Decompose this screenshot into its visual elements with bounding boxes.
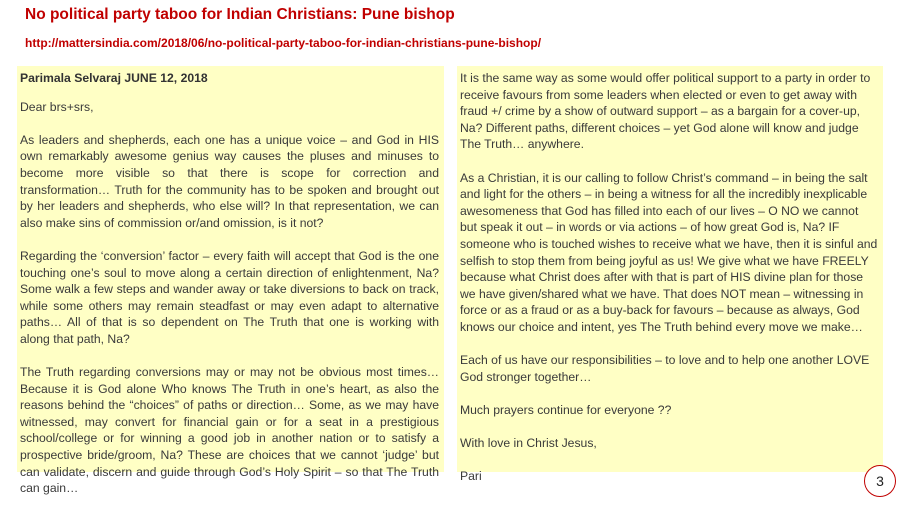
paragraph: Each of us have our responsibilities – to love and to help one another LOVE God stronger together…: [460, 353, 870, 384]
page-number: 3: [876, 473, 884, 489]
paragraph: With love in Christ Jesus,: [460, 436, 597, 451]
page-number-badge: [864, 465, 896, 497]
paragraph: Much prayers continue for everyone ??: [460, 402, 672, 417]
paragraph: The Truth regarding conversions may or may not be obvious most times… Because it is God alone Who knows The Truth in one’s heart, as also the reasons behind the “choices” of paths or direction… Some, as we may have witnessed, may convert for financial gain or for a seat in a prestigious school/college or for winning a good job in another nation or to satisfy a prospective bride/groom, Na? These are choices that we cannot ‘judge’ but can validate, discern and guide through God’s Holy Spirit – so that The Truth can gain…: [20, 365, 439, 496]
paragraph: Dear brs+srs,: [20, 99, 94, 114]
paragraph: As a Christian, it is our calling to follow Christ’s command – in being the salt and light for the others – in being a witness for all the incredibly inexplicable awesomeness that God has filled into each of our lives – O NO we cannot but speak it out – in words or via actions – of how great God is, Na? IF someone who is touched wishes to receive what we have, then it is sinful and selfish to stop them from being joyful as us! We give what we have FREELY because what Christ does after with that is part of HIS divine plan for those we have given/shared what we have. That does NOT mean – witnessing in force or as a fraud or as a buy-back for favours – because as always, God knows our choice and intent, yes The Truth behind every move we make…: [460, 170, 878, 334]
paragraph: Pari: [460, 469, 482, 484]
left-text-column: [17, 66, 444, 496]
paragraph: As leaders and shepherds, each one has a unique voice – and God in HIS own remarkably awesome genius way causes the pluses and minuses to become more visible so that there is scope for correction and transformation… Truth for the community has to be spoken and brought out by her leaders and shepherds, who else will? In that representation, we can also make sins of commission or/and omission, is it not?: [20, 132, 439, 230]
paragraph: It is the same way as some would offer political support to a party in order to receive favours from some leaders when elected or even to get away with fraud +/ crime by a show of outward support – as a bargain for a cover-up, Na? Different paths, different choices – yet God alone will know and judge The Truth… anywhere.: [460, 71, 871, 152]
source-url: http://mattersindia.com/2018/06/no-political-party-taboo-for-indian-christians-pune-bishop/: [25, 36, 542, 50]
article-title: No political party taboo for Indian Christians: Pune bishop: [25, 6, 455, 23]
right-text-column: [457, 66, 883, 484]
paragraph: Regarding the ‘conversion’ factor – every faith will accept that God is the one touching one’s soul to move along a certain direction of enlightenment, Na? Some walk a few steps and wander away or take diversions to back on track, while some others may remain steadfast or may even adapt to alternative paths… All of that is so dependent on The Truth that one is working with along that path, Na?: [20, 248, 439, 346]
byline: Parimala Selvaraj JUNE 12, 2018: [20, 71, 208, 85]
